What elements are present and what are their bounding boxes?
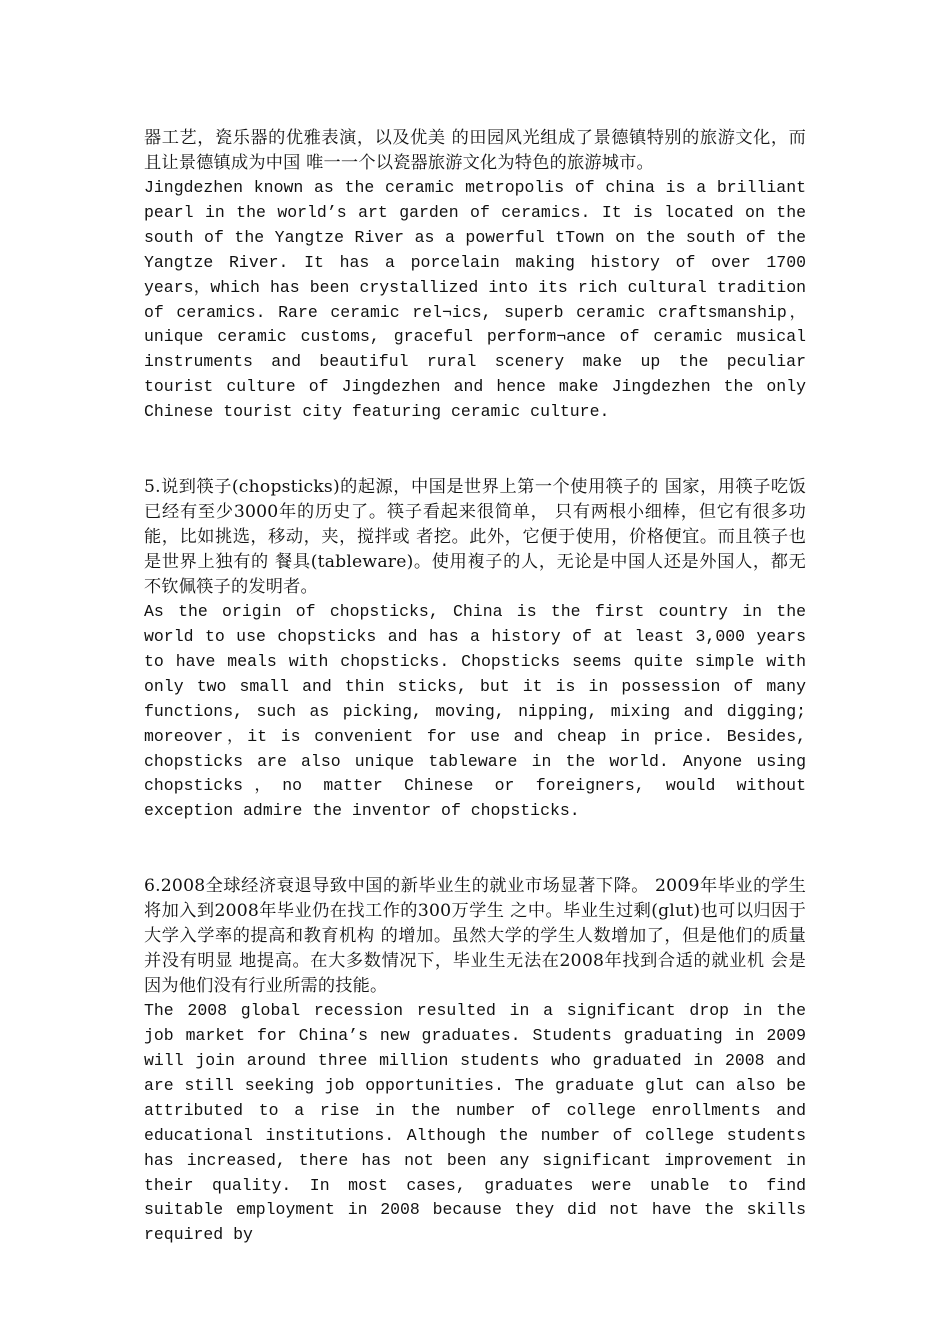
section-jingdezhen (144, 126, 806, 425)
document-page (144, 126, 806, 1248)
english-paragraph: Jingdezhen known as the ceramic metropolis of china is a brilliant pearl in the world’s art garden of ceramics. It is located on the south of the Yangtze River as a powerful tTown on the south of the Yangtze River. It has a porcelain making history of over 1700 years，which has been crystallized into its rich cultural tradition of ceramics. Rare ceramic rel¬ics, superb ceramic craftsmanship， unique ceramic customs, graceful perform¬ance of ceramic musical instruments and beautiful rural scenery make up the peculiar tourist culture of Jingdezhen and hence make Jingdezhen the only Chinese tourist city featuring ceramic culture. (144, 178, 806, 422)
section-spacer (144, 824, 806, 874)
section-graduates (144, 874, 806, 1248)
chinese-paragraph: 器工艺，瓷乐器的优雅表演，以及优美 的田园风光组成了景德镇特别的旅游文化，而且让景德镇成为中国 唯一一个以瓷器旅游文化为特色的旅游城市。 (144, 128, 806, 173)
section-chopsticks (144, 475, 806, 824)
chinese-paragraph: 6.2008全球经济衰退导致中国的新毕业生的就业市场显著下降。 2009年毕业的学生将加入到2008年毕业仍在找工作的300万学生 之中。毕业生过剩(glut)也可以归因于大学入学率的提高和教育机构 的增加。虽然大学的学生人数增加了，但是他们的质量并没有明显 地提高。在大多数情况下，毕业生无法在2008年找到合适的就业机 会是因为他们没有行业所需的技能。 (144, 876, 806, 997)
chinese-paragraph: 5.说到筷子(chopsticks)的起源，中国是世界上第一个使用筷子的 国家，用筷子吃饭已经有至少3000年的历史了。筷子看起来很简单， 只有两根小细棒，但它有很多功能，比如挑选，移动，夹，搅拌或 者挖。此外，它便于使用，价格便宜。而且筷子也是世界上独有的 餐具(tableware)。使用複子的人，无论是中国人还是外国人，都无 不钦佩筷子的发明者。 (144, 477, 806, 598)
english-paragraph: The 2008 global recession resulted in a significant drop in the job market for China’s new graduates. Students graduating in 2009 will join around three million students who graduated in 2008 and are still seeking job opportunities. The graduate glut can also be attributed to a rise in the number of college enrollments and educational institutions. Although the number of college students has increased, there has not been any significant improvement in their quality. In most cases, graduates were unable to find suitable employment in 2008 because they did not have the skills required by (144, 1001, 806, 1245)
english-paragraph: As the origin of chopsticks, China is the first country in the world to use chopsticks and has a history of at least 3,000 years to have meals with chopsticks. Chopsticks seems quite simple with only two small and thin sticks, but it is in possession of many functions, such as picking, moving, nipping, mixing and digging; moreover，it is convenient for use and cheap in price. Besides, chopsticks are also unique tableware in the world. Anyone using chopsticks，no matter Chinese or foreigners, would without exception admire the inventor of chopsticks. (144, 602, 806, 821)
section-spacer (144, 425, 806, 475)
